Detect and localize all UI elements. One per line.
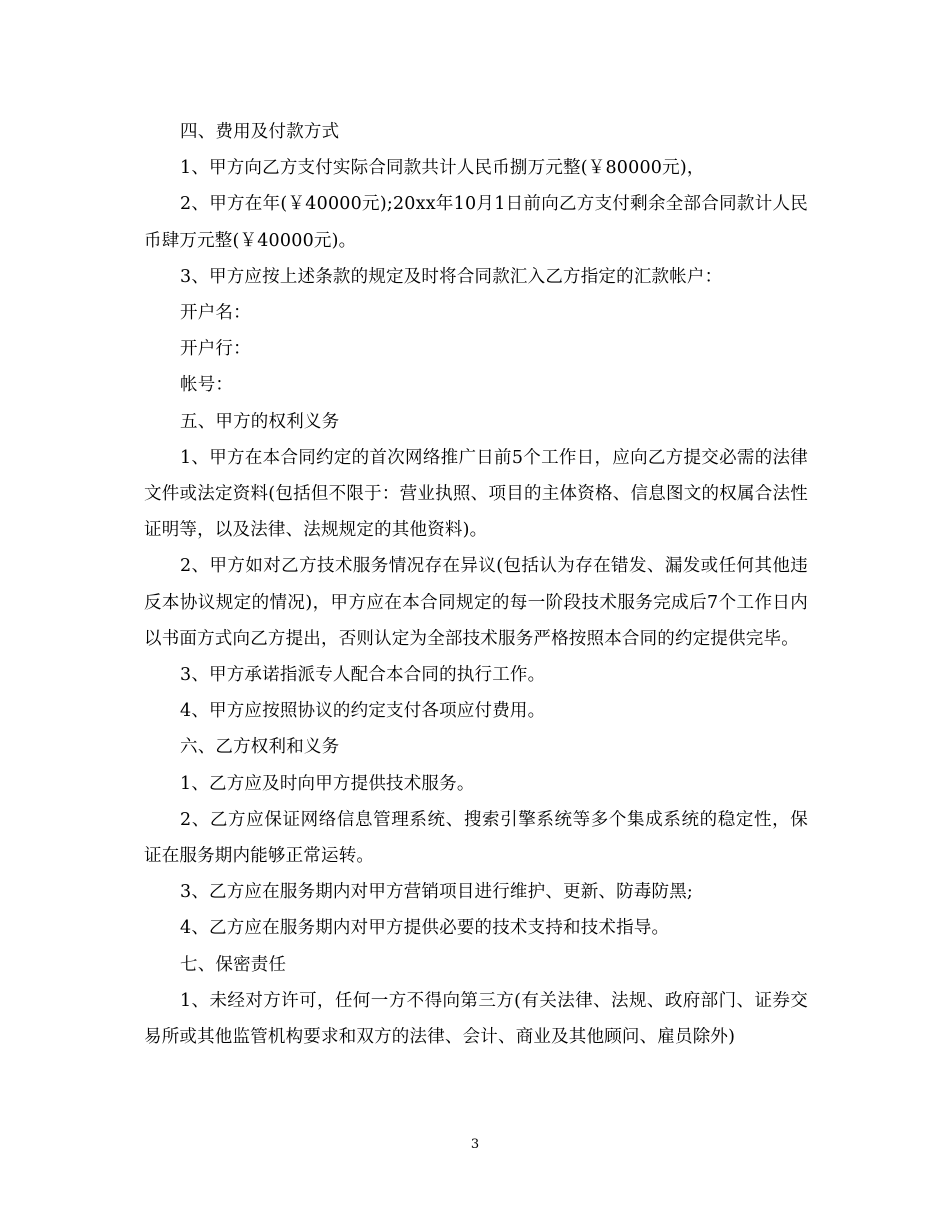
section-heading-party-a: 五、甲方的权利义务 (180, 411, 340, 432)
clause-6-2: 2、乙方应保证网络信息管理系统、搜索引擎系统等多个集成系统的稳定性，保证在服务期内能够正常运转。 (144, 809, 808, 867)
clause-5-3: 3、甲方承诺指派专人配合本合同的执行工作。 (180, 665, 546, 686)
clause-5-1: 1、甲方在本合同约定的首次网络推广日前5个工作日，应向乙方提交必需的法律文件或法定资料(包括但不限于：营业执照、项目的主体资格、信息图文的权属合法性证明等，以及法律、法规规定的其他资料)。 (144, 447, 808, 541)
clause-5-2: 2、甲方如对乙方技术服务情况存在异议(包括认为存在错发、漏发或任何其他违反本协议规定的情况)，甲方应在本合同规定的每一阶段技术服务完成后7个工作日内以书面方式向乙方提出，否则认定为全部技术服务严格按照本合同的约定提供完毕。 (144, 556, 808, 649)
clause-6-4: 4、乙方应在服务期内对甲方提供必要的技术支持和技术指导。 (180, 918, 670, 939)
clause-4-1: 1、甲方向乙方支付实际合同款共计人民币捌万元整(￥80000元)， (180, 158, 705, 179)
clause-4-2: 2、甲方在年(￥40000元);20xx年10月1日前向乙方支付剩余全部合同款计人民币肆万元整(￥40000元)。 (144, 194, 808, 251)
account-name-field: 开户名： (180, 303, 251, 324)
section-heading-confidentiality: 七、保密责任 (180, 954, 287, 975)
clause-6-3: 3、乙方应在服务期内对甲方营销项目进行维护、更新、防毒防黑; (180, 882, 694, 903)
document-body (144, 114, 808, 1055)
clause-5-4: 4、甲方应按照协议的约定支付各项应付费用。 (180, 701, 546, 722)
section-heading-fees: 四、费用及付款方式 (180, 122, 340, 142)
account-number-field: 帐号： (180, 375, 234, 396)
section-heading-party-b: 六、乙方权利和义务 (180, 737, 340, 758)
page-number: 3 (470, 1137, 480, 1152)
clause-4-3: 3、甲方应按上述条款的规定及时将合同款汇入乙方指定的汇款帐户： (180, 266, 723, 287)
clause-7-1: 1、未经对方许可，任何一方不得向第三方(有关法律、法规、政府部门、证券交易所或其他监管机构要求和双方的法律、会计、商业及其他顾问、雇员除外) (144, 990, 808, 1048)
clause-6-1: 1、乙方应及时向甲方提供技术服务。 (180, 773, 475, 794)
bank-field: 开户行： (180, 339, 251, 360)
